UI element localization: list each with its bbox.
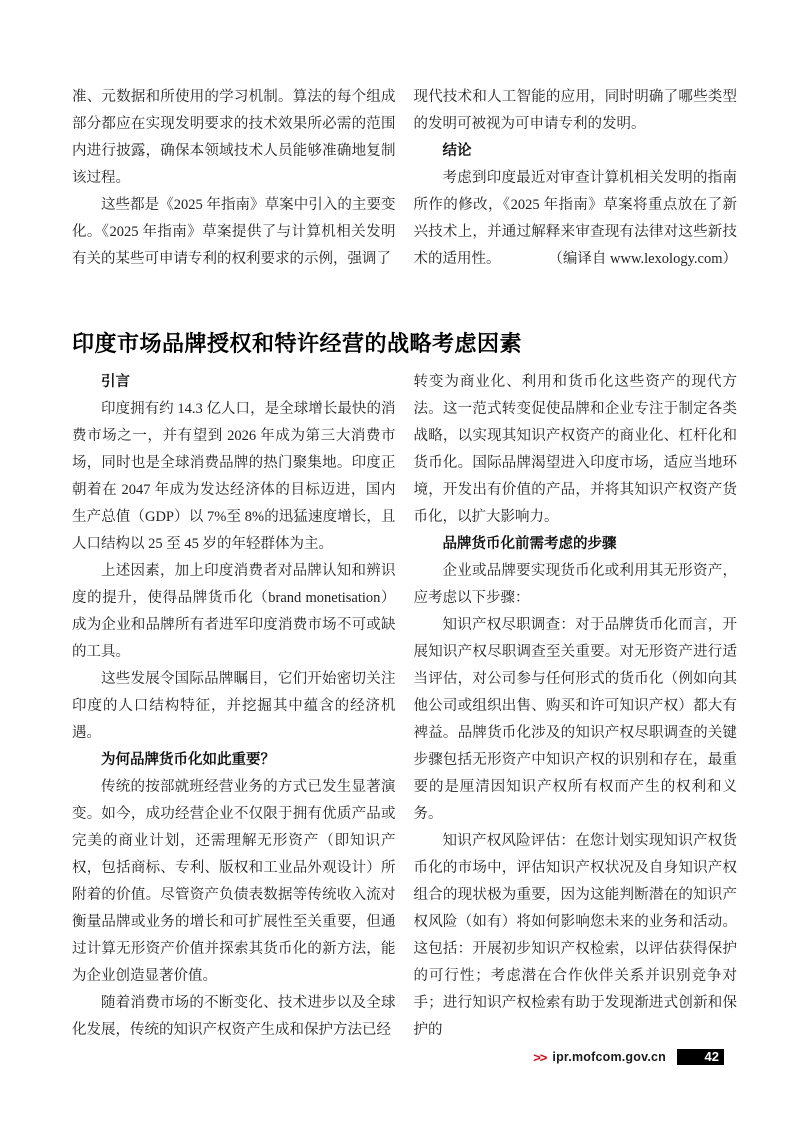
paragraph: 现代技术和人工智能的应用，同时明确了哪些类型的发明可被视为可申请专利的发明。 bbox=[413, 89, 737, 132]
patent-article-columns bbox=[72, 84, 737, 273]
paragraph: 上述因素，加上印度消费者对品牌认知和辨识度的提升，使得品牌货币化（brand monetisation）成为企业和品牌所有者进军印度消费市场不可或缺的工具。 bbox=[72, 563, 396, 660]
paragraph: 这些都是《2025 年指南》草案中引入的主要变化。《2025 年指南》草案提供了与计算机相关发明有关的某些可申请专利的权利要求的示例，强调了 bbox=[72, 197, 396, 267]
page-footer bbox=[0, 1049, 724, 1065]
paragraph: 企业或品牌要实现货币化或利用其无形资产，应考虑以下步骤： bbox=[413, 563, 737, 606]
double-chevron-icon: >> bbox=[533, 1049, 547, 1065]
paragraph: 知识产权风险评估：在您计划实现知识产权货币化的市场中，评估知识产权状况及自身知识产权组合的现状极为重要，因为这能判断潜在的知识产权风险（如有）将如何影响您未来的业务和活动。这包括：开展初步知识产权检索，以评估获得保护的可行性；考虑潜在合作伙伴关系并识别竞争对手；进行知识产权检索有助于发现渐进式创新和保护的 bbox=[413, 833, 737, 1038]
paragraph: 这些发展令国际品牌瞩目，它们开始密切关注印度的人口结构特征，并挖掘其中蕴含的经济机遇。 bbox=[72, 671, 396, 741]
subheading-conclusion: 结论 bbox=[442, 143, 472, 159]
brand-left-column bbox=[72, 369, 396, 1044]
subheading-steps: 品牌货币化前需考虑的步骤 bbox=[442, 536, 617, 552]
paragraph-text: 考虑到印度最近对审查计算机相关发明的指南所作的修改，《2025 年指南》草案将重点放在了新兴技术上，并通过解释来审查现有法律对这些新技术的适用性。 bbox=[413, 170, 737, 267]
paragraph: 知识产权尽职调查：对于品牌货币化而言，开展知识产权尽职调查至关重要。对无形资产进行适当评估，对公司参与任何形式的货币化（例如向其他公司或组织出售、购买和许可知识产权）都大有裨益。品牌货币化涉及的知识产权尽职调查的关键步骤包括无形资产中知识产权的识别和存在，最重要的是厘清因知识产权所有权而产生的权利和义务。 bbox=[413, 617, 737, 822]
paragraph: 印度拥有约 14.3 亿人口，是全球增长最快的消费市场之一，并有望到 2026 年成为第三大消费市场，同时也是全球消费品牌的热门聚集地。印度正朝着在 2047 年成为发达经济体的目标迈进，国内生产总值（GDP）以 7%至 8%的迅猛速度增长，且人口结构以 25 至 45 岁的年轻群体为主。 bbox=[72, 401, 396, 552]
paragraph bbox=[414, 165, 738, 273]
page-number-badge: 42 bbox=[677, 1049, 724, 1065]
subheading-why-monetisation: 为何品牌货币化如此重要？ bbox=[101, 752, 275, 768]
article-title: 印度市场品牌授权和特许经营的战略考虑因素 bbox=[72, 331, 523, 356]
footer-url: ipr.mofcom.gov.cn bbox=[552, 1050, 666, 1064]
subheading-introduction: 引言 bbox=[101, 374, 130, 390]
paragraph: 传统的按部就班经营业务的方式已发生显著演变。如今，成功经营企业不仅限于拥有优质产品或完美的商业计划，还需理解无形资产（即知识产权，包括商标、专利、版权和工业品外观设计）所附着的价值。尽管资产负债表数据等传统收入流对衡量品牌或业务的增长和可扩展性至关重要，但通过计算无形资产价值并探索其货币化的新方法，能为企业创造显著价值。 bbox=[72, 779, 396, 984]
brand-article-columns bbox=[72, 369, 737, 1044]
brand-right-column bbox=[414, 369, 738, 1044]
paragraph: 随着消费市场的不断变化、技术进步以及全球化发展，传统的知识产权资产生成和保护方法已经 bbox=[72, 995, 396, 1038]
paragraph: 转变为商业化、利用和货币化这些资产的现代方法。这一范式转变促使品牌和企业专注于制定各类战略，以实现其知识产权资产的商业化、杠杆化和货币化。国际品牌渴望进入印度市场，适应当地环境，开发出有价值的产品，并将其知识产权资产货币化，以扩大影响力。 bbox=[413, 374, 737, 525]
patent-right-column bbox=[414, 84, 738, 273]
patent-left-column bbox=[72, 84, 396, 273]
paragraph: 准、元数据和所使用的学习机制。算法的每个组成部分都应在实现发明要求的技术效果所必需的范围内进行披露，确保本领域技术人员能够准确地复制该过程。 bbox=[72, 89, 396, 186]
source-attribution: （编译自 www.lexology.com） bbox=[548, 251, 737, 267]
